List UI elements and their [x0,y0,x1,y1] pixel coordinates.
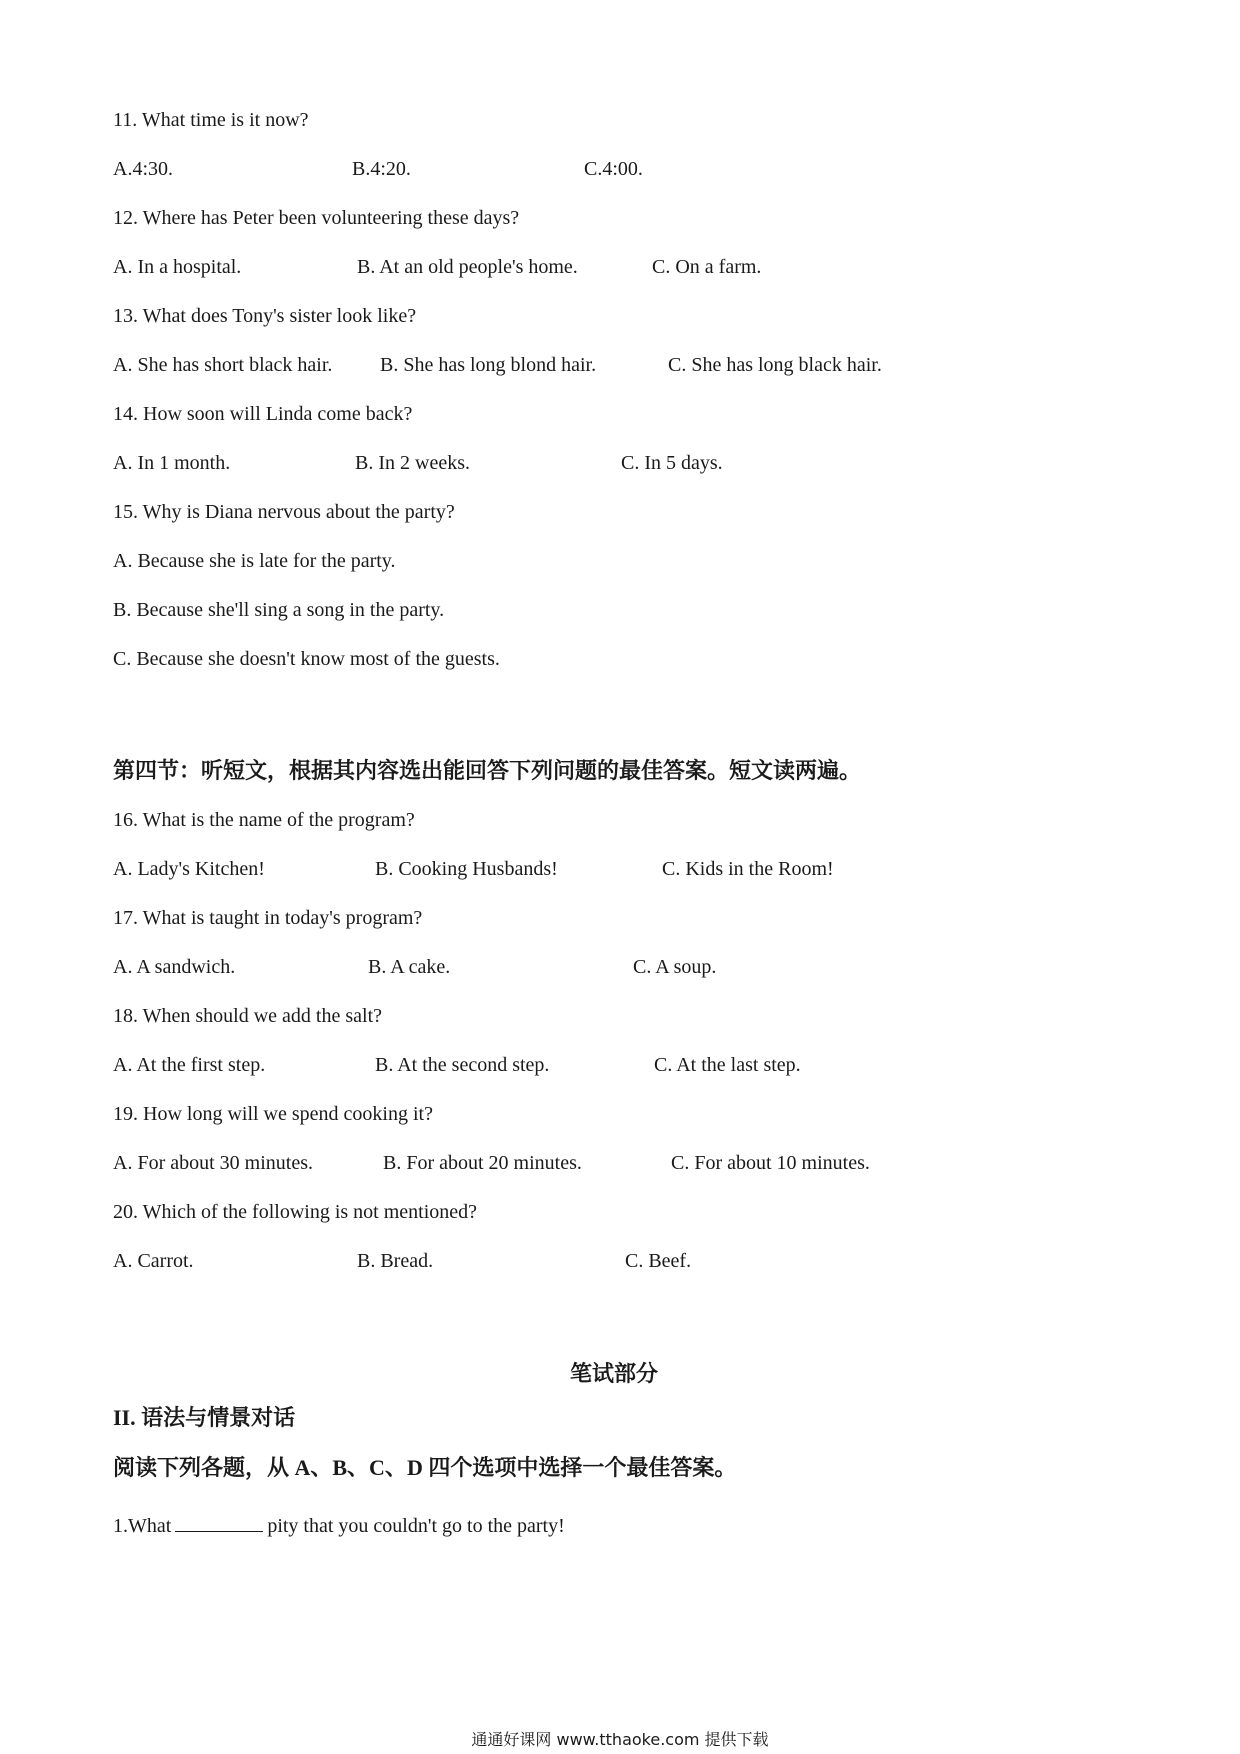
option-b: B.4:20. [352,158,411,180]
option-c: C. A soup. [633,956,717,978]
option-a: A. In 1 month. [113,452,231,474]
instruction: 阅读下列各题，从 A、B、C、D 四个选项中选择一个最佳答案。 [113,1455,737,1480]
footer: 通通好课网 www.tthaoke.com 提供下载 [471,1730,769,1749]
option-a: A. At the first step. [113,1054,266,1076]
grammar-question-1 [113,1514,565,1538]
option-c: C. She has long black hair. [668,354,882,376]
question-13: 13. What does Tony's sister look like? [113,305,417,327]
option-c: C. For about 10 minutes. [671,1152,870,1174]
option-a: A.4:30. [113,158,173,180]
part-heading: II. 语法与情景对话 [113,1405,296,1430]
question-15: 15. Why is Diana nervous about the party? [113,501,455,523]
answer-blank [175,1515,263,1532]
question-20: 20. Which of the following is not mentioned? [113,1201,478,1223]
option-c: C. Kids in the Room! [662,858,834,880]
question-19: 19. How long will we spend cooking it? [113,1103,433,1125]
question-11: 11. What time is it now? [113,109,309,131]
option-c: C. Because she doesn't know most of the guests. [113,648,500,670]
option-a: A. For about 30 minutes. [113,1152,313,1174]
option-c: C. Beef. [625,1250,692,1272]
question-text: pity that you couldn't go to the party! [267,1515,565,1537]
option-a: A. In a hospital. [113,256,242,278]
question-text: 1.What [113,1515,172,1537]
option-b: B. For about 20 minutes. [383,1152,582,1174]
question-16: 16. What is the name of the program? [113,809,415,831]
option-b: B. She has long blond hair. [380,354,597,376]
option-b: B. Bread. [357,1250,434,1272]
question-18: 18. When should we add the salt? [113,1005,383,1027]
question-12: 12. Where has Peter been volunteering these days? [113,207,520,229]
section-title: 笔试部分 [570,1361,659,1386]
option-b: B. A cake. [368,956,451,978]
option-a: A. Carrot. [113,1250,194,1272]
option-b: B. Because she'll sing a song in the party. [113,599,445,621]
option-c: C. In 5 days. [621,452,723,474]
option-a: A. She has short black hair. [113,354,333,376]
option-c: C. On a farm. [652,256,762,278]
question-14: 14. How soon will Linda come back? [113,403,413,425]
question-17: 17. What is taught in today's program? [113,907,423,929]
option-a: A. A sandwich. [113,956,236,978]
option-c: C. At the last step. [654,1054,801,1076]
option-a: A. Lady's Kitchen! [113,858,265,880]
option-b: B. Cooking Husbands! [375,858,558,880]
option-b: B. At an old people's home. [357,256,578,278]
option-c: C.4:00. [584,158,643,180]
option-a: A. Because she is late for the party. [113,550,396,572]
section-heading: 第四节：听短文，根据其内容选出能回答下列问题的最佳答案。短文读两遍。 [113,758,862,783]
option-b: B. In 2 weeks. [355,452,470,474]
option-b: B. At the second step. [375,1054,550,1076]
